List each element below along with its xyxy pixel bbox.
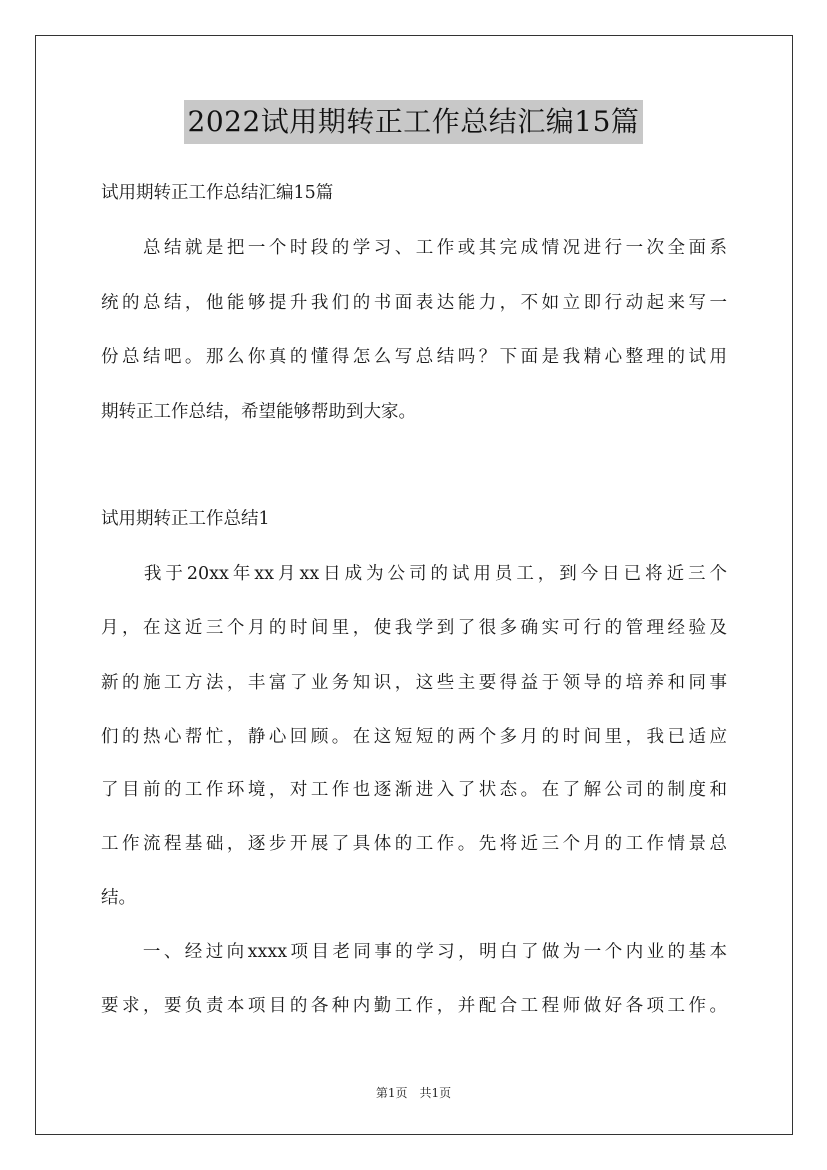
paragraph-line: 期转正工作总结，希望能够帮助到大家。 [101,402,416,422]
paragraph-line: 我于20xx年xx月xx日成为公司的试用员工，到今日已将近三个 [101,564,727,584]
paragraph-line: 统的总结，他能够提升我们的书面表达能力，不如立即行动起来写一 [101,293,727,313]
paragraph-line: 一、经过向xxxx项目老同事的学习，明白了做为一个内业的基本 [101,942,727,962]
title-container [0,100,827,144]
document-title: 2022试用期转正工作总结汇编15篇 [184,100,644,144]
paragraph-line: 结。 [101,888,136,908]
section-heading: 试用期转正工作总结1 [101,509,270,529]
paragraph-line: 们的热心帮忙，静心回顾。在这短短的两个多月的时间里，我已适应 [101,727,727,747]
paragraph-line: 份总结吧。那么你真的懂得怎么写总结吗？下面是我精心整理的试用 [101,347,727,367]
paragraph-line: 总结就是把一个时段的学习、工作或其完成情况进行一次全面系 [101,238,727,258]
paragraph-line: 月，在这近三个月的时间里，使我学到了很多确实可行的管理经验及 [101,618,727,638]
subtitle-line: 试用期转正工作总结汇编15篇 [101,183,334,203]
paragraph-line: 了目前的工作环境，对工作也逐渐进入了状态。在了解公司的制度和 [101,780,727,800]
paragraph-line: 工作流程基础，逐步开展了具体的工作。先将近三个月的工作情景总 [101,834,727,854]
page-footer: 第1页 共1页 [375,1086,452,1100]
paragraph-line: 新的施工方法，丰富了业务知识，这些主要得益于领导的培养和同事 [101,673,727,693]
paragraph-line: 要求，要负责本项目的各种内勤工作，并配合工程师做好各项工作。 [101,996,727,1016]
